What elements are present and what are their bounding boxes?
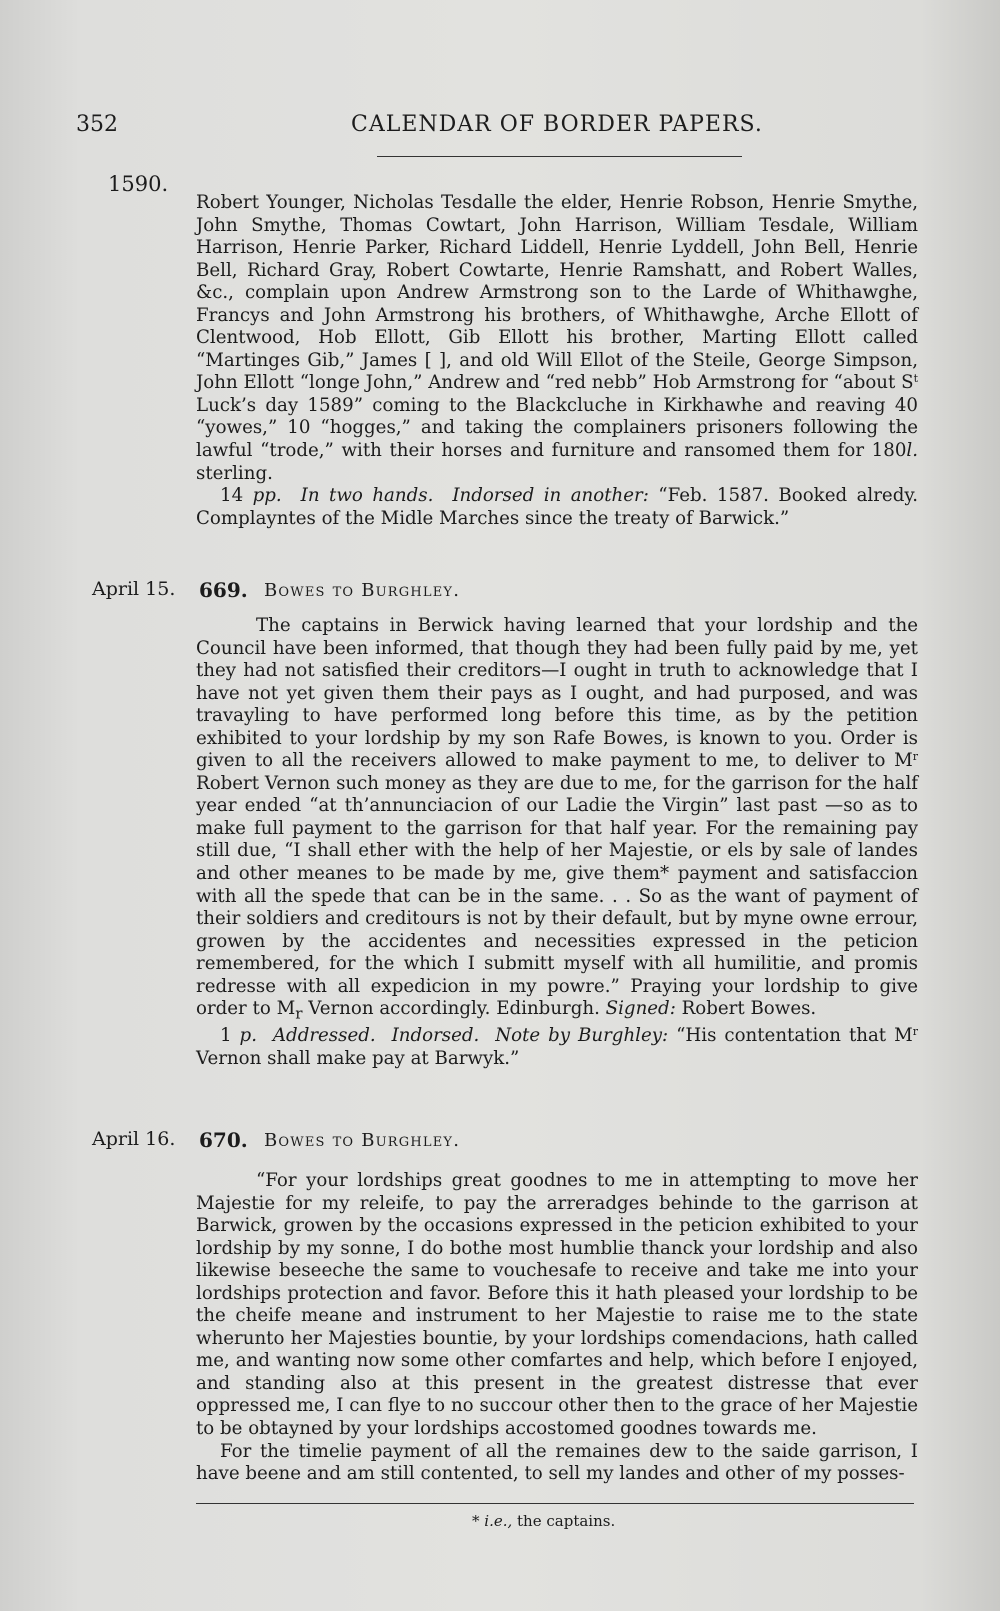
- letter-text: “For your lordships great goodnes to me in attempting to move her Majestie for my releife, to pay the arreradges behinde to the garrison at Barwick, growen by the occasions expressed in the peticion exhibited to your lordship by my sonne, I do bothe most humblie thanck your lordship and also likewise beseeche the same to vouchesafe to receive and take me into your lordships protection and favor. Before this it hath pleased your lordship to be the cheife meane and instrument to her Majestie to raise me to the state wherunto her Majesties bountie, by your lordships comendacions, hath called me, and wanting now some other comfartes and help, which before I enjoyed, and standing also at this present in the greatest distresse that ever oppressed me, I can flye to no succour other then to the grace of her Majestie to be obtayned by your lordships accostomed goodnes towards me.: [196, 1170, 918, 1440]
- page-number: 352: [76, 112, 118, 137]
- entry-body: [196, 615, 918, 1071]
- letter-text: The captains in Berwick having learned that your lordship and the Council have been informed, that though they had been fully paid by me, yet they had not satisfied their creditors—I ought in truth to acknowledge that I have not yet given them their pays as I ought, and had purposed, and was travayling to have performed long before this time, as by the petition exhibited to your lordship by my son Rafe Bowes, is known to you. Order is given to all the receivers allowed to make payment to me, to deliver to $M^r$ Robert Vernon such money as they are due to me, for the garrison for the half year ended “at th’annunciacion of our Ladie the Virgin” last past —so as to make full payment to the garrison for that half year. For the remaining pay still due, “I shall ether with the help of her Majestie, or els by sale of landes and other meanes to be made by me, give them* payment and satisfaccion with all the spede that can be in the same. . . So as the want of payment of their soldiers and creditours is not by their default, but by myne owne errour, growen by the accidentes and necessities expressed in the peticion remembered, for the which I submitt myself with all humilitie, and promis redresse with all expedicion in my powre.” Praying your lordship to give order to $M_r$ Vernon accordingly. Edinburgh. Signed: Robert Bowes.: [196, 615, 918, 1023]
- entry-title: Bowes to Burghley.: [264, 580, 461, 601]
- entry-date: April 16.: [92, 1128, 176, 1150]
- letter-text: For the timelie payment of all the remaines dew to the saide garrison, I have beene and am still contented, to sell my landes and other of my posses-: [196, 1440, 918, 1485]
- entry-date: April 15.: [92, 578, 176, 600]
- entry-body: [196, 1170, 918, 1486]
- running-title: CALENDAR OF BORDER PAPERS.: [351, 112, 763, 137]
- year-marker: 1590.: [108, 172, 169, 196]
- entry-title: Bowes to Burghley.: [264, 1130, 461, 1151]
- continued-entry: [196, 192, 918, 530]
- entry-number: 670.: [199, 1128, 248, 1152]
- page-header: [76, 112, 776, 146]
- header-rule: [377, 156, 742, 157]
- document-note: 1 p. Addressed. Indorsed. Note by Burghley: “His contentation that $M^r$ Vernon shall make pay at Barwyk.”: [196, 1025, 918, 1070]
- entry-number: 669.: [199, 578, 248, 602]
- footnote: * i.e., the captains.: [472, 1512, 616, 1530]
- continued-text: Robert Younger, Nicholas Tesdalle the elder, Henrie Robson, Henrie Smythe, John Smythe, Thomas Cowtart, John Harrison, William Tesdale, William Harrison, Henrie Parker, Richard Liddell, Henrie Lyddell, John Bell, Henrie Bell, Richard Gray, Robert Cowtarte, Henrie Ramshatt, and Robert Walles, &c., complain upon Andrew Armstrong son to the Larde of Whithawghe, Francys and John Armstrong his brothers, of Whithawghe, Arche Ellott of Clentwood, Hob Ellott, Gib Ellott his brother, Marting Ellott called “Martinges Gib,” James [ ], and old Will Ellot of the Steile, George Simpson, John Ellott “longe John,” Andrew and “red nebb” Hob Armstrong for “about $S^t$ Luck’s day 1589” coming to the Blackcluche in Kirkhawhe and reaving 40 “yowes,” 10 “hogges,” and taking the complainers prisoners following the lawful “trode,” with their horses and furniture and ransomed them for 180l. sterling.: [196, 192, 918, 484]
- footnote-rule: [196, 1503, 914, 1504]
- document-note: 14 pp. In two hands. Indorsed in another: “Feb. 1587. Booked alredy. Complayntes of the Midle Marches since the treaty of Barwick.”: [196, 485, 918, 529]
